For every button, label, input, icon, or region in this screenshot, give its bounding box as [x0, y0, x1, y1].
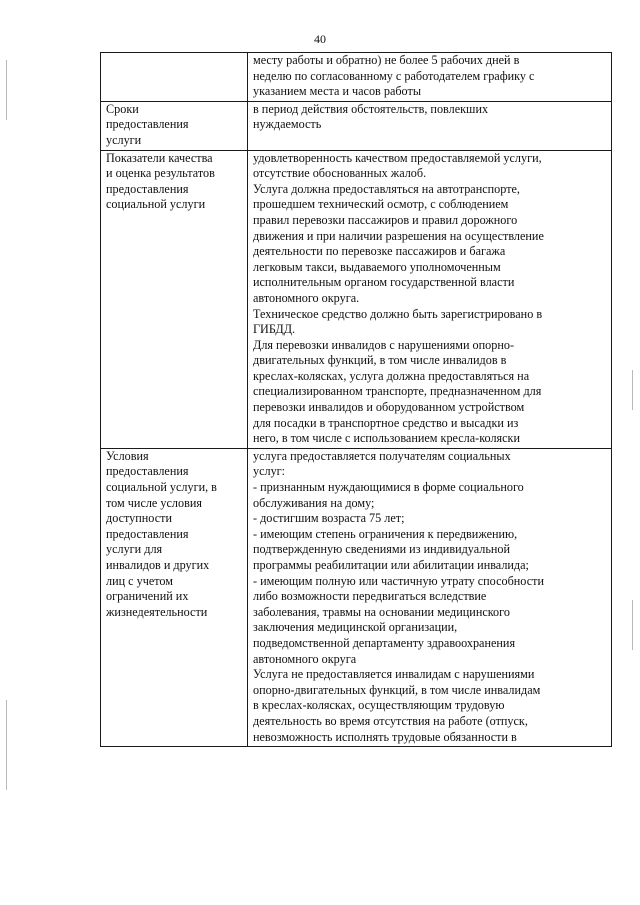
- row-label-line: предоставления: [106, 526, 189, 541]
- row-content-line: для посадки в транспортное средство и высадки из: [253, 415, 519, 430]
- row-content-line: либо возможности передвигаться вследствие: [253, 589, 487, 604]
- row-content-cell: [248, 150, 612, 448]
- table-row: [101, 150, 612, 448]
- table-row: [101, 101, 612, 150]
- row-content-line: автономного округа: [253, 651, 357, 666]
- row-content-line: программы реабилитации или абилитации инвалида;: [253, 558, 529, 572]
- service-table-body: [101, 53, 612, 747]
- row-content-line: деятельность во время отсутствия на работе (отпуск,: [253, 713, 528, 728]
- table-row: [101, 448, 612, 746]
- row-label-line: инвалидов и других: [106, 558, 210, 572]
- row-content-line: неделю по согласованному с работодателем графику с: [253, 68, 535, 83]
- row-content-cell: [248, 448, 612, 746]
- row-content-line: обслуживания на дому;: [253, 495, 375, 510]
- scan-edge-mark-right: [632, 370, 633, 410]
- row-content-line: - признанным нуждающимися в форме социального: [253, 480, 524, 495]
- scan-edge-mark-left: [6, 60, 7, 120]
- row-content-line: двигательных функций, в том числе инвалидов в: [253, 353, 507, 368]
- row-label-cell: [101, 101, 248, 150]
- row-content-line: ГИБДД.: [253, 322, 296, 337]
- row-content-cell: [248, 53, 612, 102]
- table-row: [101, 53, 612, 102]
- row-content-line: специализированном транспорте, предназначенном для: [253, 384, 542, 399]
- row-content-line: Услуга не предоставляется инвалидам с нарушениями: [253, 667, 535, 682]
- row-label-line: предоставления: [106, 117, 189, 132]
- row-content-line: креслах-колясках, услуга должна предоставляться на: [253, 368, 530, 383]
- row-content-line: деятельности по перевозке пассажиров и багажа: [253, 244, 506, 259]
- row-label-line: Сроки: [106, 101, 139, 116]
- row-label-cell: [101, 150, 248, 448]
- row-content-line: заключения медицинской организации,: [253, 620, 458, 635]
- row-content-line: подтвержденную сведениями из индивидуальной: [253, 542, 511, 557]
- row-content-line: автономного округа.: [253, 290, 360, 305]
- row-content-line: правил перевозки пассажиров и правил дорожного: [253, 212, 518, 227]
- row-label-line: предоставления: [106, 464, 189, 479]
- row-label-line: Показатели качества: [106, 150, 213, 165]
- row-content-line: услуга предоставляется получателям социальных: [253, 448, 511, 463]
- row-label-line: услуги: [106, 132, 142, 147]
- row-content-line: опорно-двигательных функций, в том числе инвалидам: [253, 682, 541, 697]
- row-label-line: социальной услуги: [106, 197, 206, 212]
- row-content-line: легковым такси, выдаваемого уполномоченным: [253, 259, 501, 274]
- row-label-line: и оценка результатов: [106, 166, 215, 181]
- row-label-line: жизнедеятельности: [106, 604, 208, 619]
- row-label-line: Условия: [106, 448, 149, 463]
- row-content-line: движения и при наличии разрешения на осуществление: [253, 228, 544, 243]
- row-label-cell: [101, 53, 248, 102]
- row-content-line: исполнительным органом государственной власти: [253, 275, 515, 290]
- row-content-line: подведомственной департаменту здравоохранения: [253, 635, 516, 650]
- row-content-line: указанием места и часов работы: [253, 84, 422, 99]
- row-content-line: месту работы и обратно) не более 5 рабочих дней в: [253, 53, 520, 67]
- row-content-cell: [248, 101, 612, 150]
- row-label-line: доступности: [106, 511, 172, 526]
- row-content-line: Техническое средство должно быть зарегистрировано в: [253, 306, 543, 321]
- row-content-line: в креслах-колясках, осуществляющим трудовую: [253, 698, 505, 713]
- row-content-line: заболевания, травмы на основании медицинского: [253, 604, 510, 619]
- row-content-line: - имеющим степень ограничения к передвижению,: [253, 526, 518, 541]
- row-content-line: него, в том числе с использованием кресла-коляски: [253, 431, 520, 446]
- row-content-line: Для перевозки инвалидов с нарушениями опорно-: [253, 337, 515, 352]
- row-label-line: социальной услуги, в: [106, 480, 217, 495]
- row-content-line: удовлетворенность качеством предоставляемой услуги,: [253, 150, 542, 165]
- row-content-line: нуждаемость: [253, 117, 322, 132]
- row-label-line: ограничений их: [106, 589, 189, 604]
- scan-edge-mark-left-lower: [6, 700, 7, 790]
- row-label-cell: [101, 448, 248, 746]
- page-number: 40: [314, 32, 326, 46]
- row-content-line: невозможность исполнять трудовые обязанности в: [253, 729, 517, 744]
- row-label-line: предоставления: [106, 181, 189, 196]
- service-table: [100, 52, 612, 747]
- scan-edge-mark-right-lower: [632, 600, 633, 650]
- row-content-line: перевозки инвалидов и оборудованном устройством: [253, 400, 525, 415]
- row-label-line: услуги для: [106, 542, 163, 557]
- row-content-line: в период действия обстоятельств, повлекших: [253, 101, 489, 116]
- row-content-line: услуг:: [253, 464, 286, 479]
- row-label-line: лиц с учетом: [106, 573, 174, 588]
- row-content-line: - имеющим полную или частичную утрату способности: [253, 573, 544, 588]
- row-label-line: том числе условия: [106, 495, 202, 510]
- row-content-line: отсутствие обоснованных жалоб.: [253, 166, 427, 181]
- row-content-line: Услуга должна предоставляться на автотранспорте,: [253, 181, 520, 196]
- row-content-line: - достигшим возраста 75 лет;: [253, 511, 405, 526]
- row-content-line: прошедшем технический осмотр, с соблюдением: [253, 197, 509, 212]
